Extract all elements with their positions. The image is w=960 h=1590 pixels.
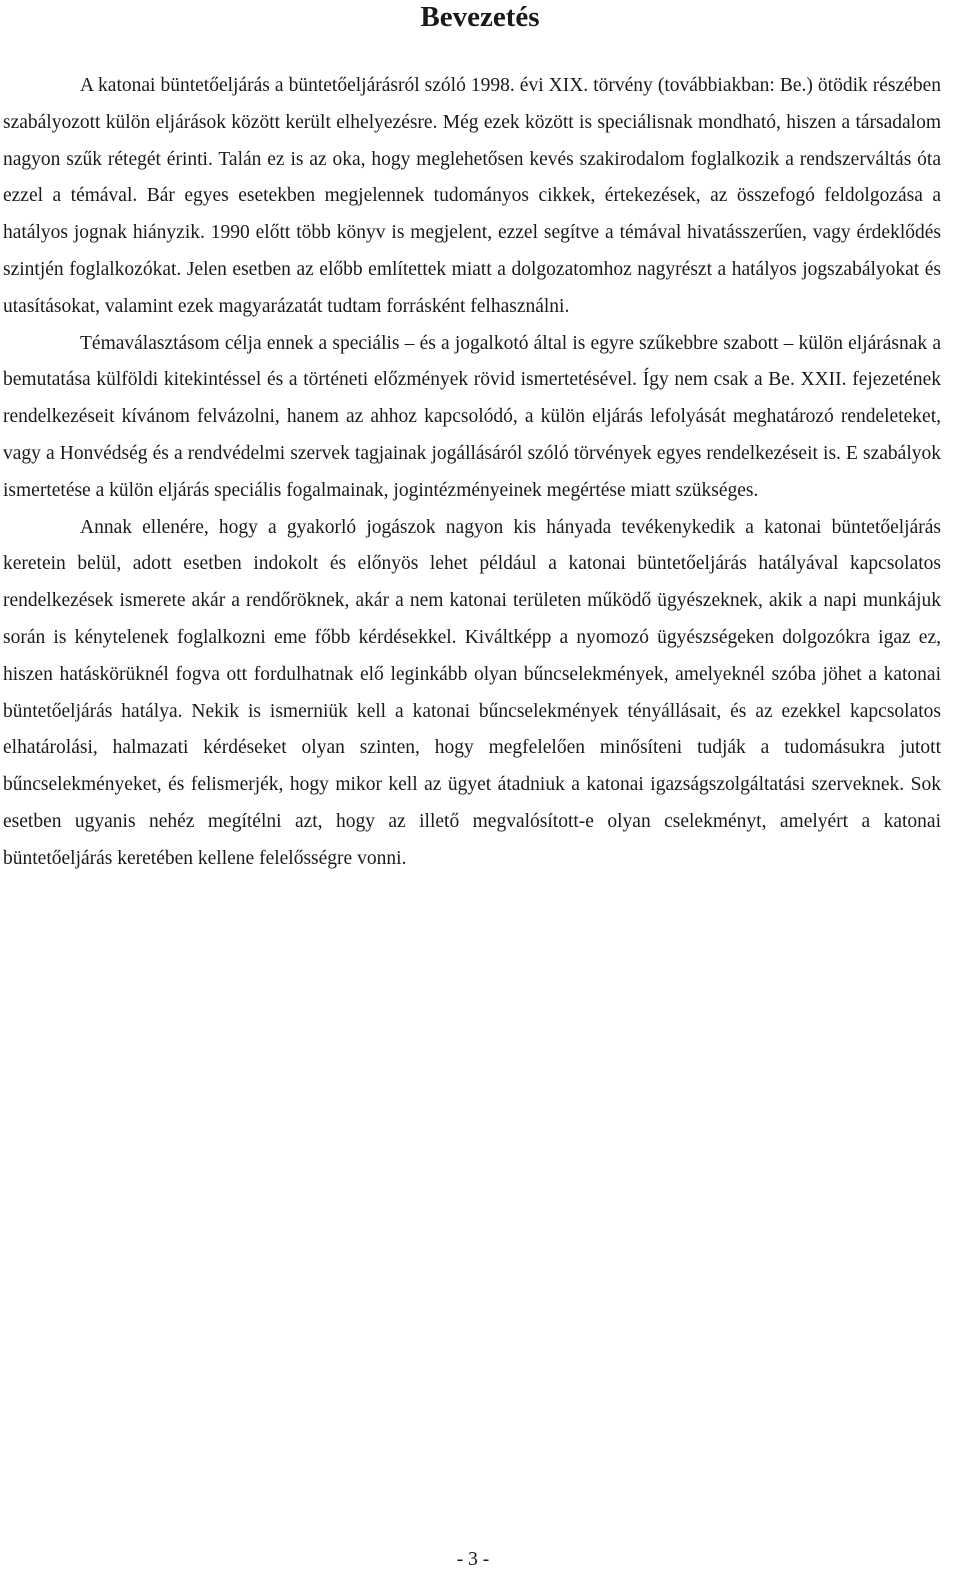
paragraph-3: Annak ellenére, hogy a gyakorló jogászok nagyon kis hányada tevékenykedik a katonai büntetőeljárás keretein belül, adott esetben indokolt és előnyös lehet például a katonai büntetőeljárás hatályával kapcsolatos rendelkezések ismerete akár a rendőröknek, akár a nem katonai területen működő ügyészeknek, akik a napi munkájuk során is kénytelenek foglalkozni eme főbb kérdésekkel. Kiváltképp a nyomozó ügyészségeken dolgozókra igaz ez, hiszen hatáskörüknél fogva ott fordulhatnak elő leginkább olyan bűncselekmények, amelyeknél szóba jöhet a katonai büntetőeljárás hatálya. Nekik is ismerniük kell a katonai bűncselekmények tényállásait, és az ezekkel kapcsolatos elhatárolási, halmazati kérdéseket olyan szinten, hogy megfelelően minősíteni tudják a tudomásukra jutott bűncselekményeket, és felismerjék, hogy mikor kell az ügyet átadniuk a katonai igazságszolgáltatási szerveknek. Sok esetben ugyanis nehéz megítélni azt, hogy az illető megvalósított-e olyan cselekményt, amelyért a katonai büntetőeljárás keretében kellene felelősségre vonni. [3,516,941,869]
paragraph-1: A katonai büntetőeljárás a büntetőeljárásról szóló 1998. évi XIX. törvény (továbbiakban: Be.) ötödik részében szabályozott külön eljárások között került elhelyezésre. Még ezek között is speciálisnak mondható, hiszen a társadalom nagyon szűk rétegét érinti. Talán ez is az oka, hogy meglehetősen kevés szakirodalom foglalkozik a rendszerváltás óta ezzel a témával. Bár egyes esetekben megjelennek tudományos cikkek, értekezések, az összefogó feldolgozása a hatályos jognak hiányzik. 1990 előtt több könyv is megjelent, ezzel segítve a témával hivatásszerűen, vagy érdeklődés szintjén foglalkozókat. Jelen esetben az előbb említettek miatt a dolgozatomhoz nagyrészt a hatályos jogszabályokat és utasításokat, valamint ezek magyarázatát tudtam forrásként felhasználni. [3,75,941,317]
paragraph-2: Témaválasztásom célja ennek a speciális – és a jogalkotó által is egyre szűkebbre szabott – külön eljárásnak a bemutatása külföldi kitekintéssel és a történeti előzmények rövid ismertetésével. Így nem csak a Be. XXII. fejezetének rendelkezéseit kívánom felvázolni, hanem az ahhoz kapcsolódó, a külön eljárás lefolyását meghatározó rendeleteket, vagy a Honvédség és a rendvédelmi szervek tagjainak jogállásáról szóló törvények egyes rendelkezéseit is. E szabályok ismertetése a külön eljárás speciális fogalmainak, jogintézményeinek megértése miatt szükséges. [3,332,941,501]
page-number: - 3 - [456,1549,490,1570]
body-text [3,68,941,878]
page-title: Bevezetés [420,1,540,33]
